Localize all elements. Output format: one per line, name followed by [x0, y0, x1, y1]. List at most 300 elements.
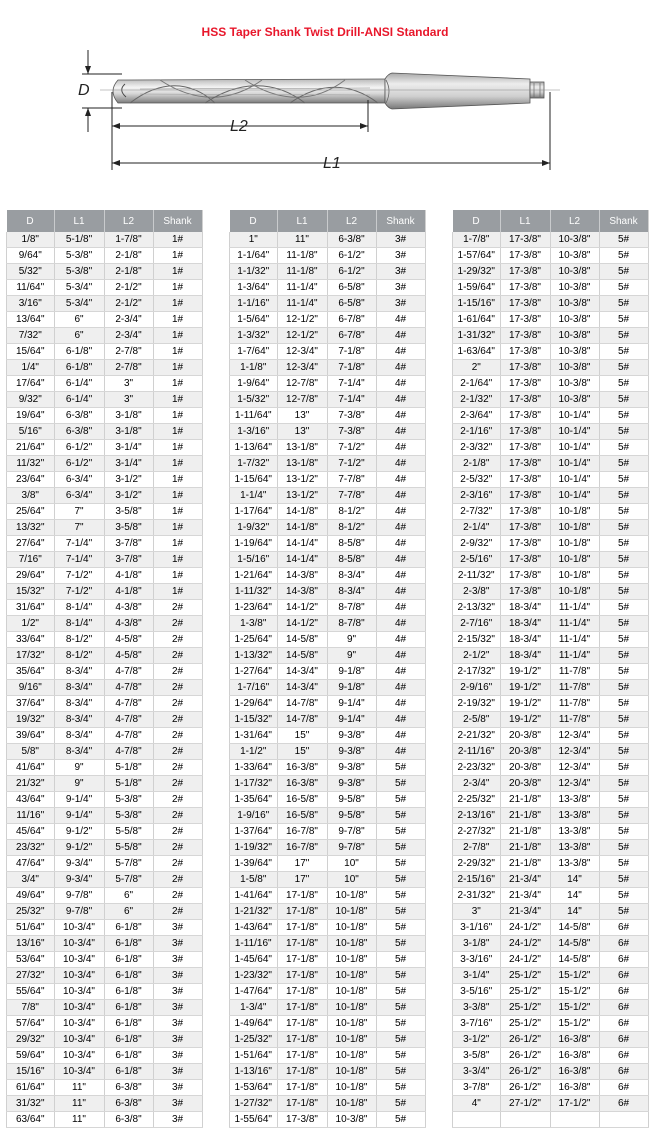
cell-shank: 2# — [153, 840, 202, 856]
cell-l2: 6-1/8" — [104, 984, 153, 1000]
cell-d: 53/64" — [7, 952, 55, 968]
cell-l1: 17-3/8" — [500, 520, 550, 536]
table-row — [230, 1032, 426, 1048]
cell-l2: 10-1/8" — [327, 1064, 376, 1080]
cell-l1: 17-3/8" — [500, 488, 550, 504]
cell-d: 1-17/32" — [230, 776, 278, 792]
table-row — [453, 920, 649, 936]
cell-l2: 6-3/8" — [104, 1080, 153, 1096]
table-row — [7, 552, 203, 568]
cell-l1: 21-1/8" — [500, 840, 550, 856]
cell-shank: 5# — [599, 904, 648, 920]
table-row — [230, 344, 426, 360]
cell-shank: 1# — [153, 376, 202, 392]
table-row — [453, 760, 649, 776]
cell-d: 3-1/16" — [453, 920, 501, 936]
cell-l1: 14-1/2" — [277, 600, 327, 616]
cell-d: 13/64" — [7, 312, 55, 328]
table-row — [453, 312, 649, 328]
cell-shank: 5# — [599, 568, 648, 584]
cell-l1: 9-7/8" — [54, 904, 104, 920]
cell-l1: 7" — [54, 520, 104, 536]
cell-l2: 10-1/8" — [327, 952, 376, 968]
table-row — [230, 744, 426, 760]
cell-shank: 4# — [376, 616, 425, 632]
cell-l1: 6-1/4" — [54, 392, 104, 408]
cell-d: 2-7/32" — [453, 504, 501, 520]
cell-l1: 14-1/8" — [277, 520, 327, 536]
cell-shank: 5# — [599, 520, 648, 536]
cell-l1: 17-3/8" — [500, 504, 550, 520]
cell-d: 1/2" — [7, 616, 55, 632]
table-row — [7, 1016, 203, 1032]
cell-l1: 9" — [54, 776, 104, 792]
cell-l1: 21-1/8" — [500, 824, 550, 840]
table-row — [230, 248, 426, 264]
cell-d: 1-1/16" — [230, 296, 278, 312]
cell-l1: 17-3/8" — [500, 552, 550, 568]
cell-l1: 6-3/8" — [54, 424, 104, 440]
table-row — [230, 568, 426, 584]
cell-d: 31/64" — [7, 600, 55, 616]
cell-d: 3-5/16" — [453, 984, 501, 1000]
cell-l2: 9-3/8" — [327, 728, 376, 744]
cell-d: 13/32" — [7, 520, 55, 536]
spec-table-1 — [6, 210, 203, 1128]
cell-l1: 19-1/2" — [500, 664, 550, 680]
cell-shank: 3# — [376, 280, 425, 296]
cell-l1: 10-3/4" — [54, 1064, 104, 1080]
cell-l2: 3-7/8" — [104, 536, 153, 552]
cell-shank: 4# — [376, 424, 425, 440]
table-row — [453, 264, 649, 280]
cell-l1: 17-1/8" — [277, 1096, 327, 1112]
cell-shank: 2# — [153, 856, 202, 872]
cell-l1: 7-1/4" — [54, 552, 104, 568]
cell-l2: 4-5/8" — [104, 632, 153, 648]
cell-shank: 2# — [153, 904, 202, 920]
table-row — [7, 648, 203, 664]
cell-shank: 5# — [599, 536, 648, 552]
cell-l1: 6-1/4" — [54, 376, 104, 392]
cell-l2: 4-3/8" — [104, 616, 153, 632]
cell-d: 49/64" — [7, 888, 55, 904]
cell-l1: 18-3/4" — [500, 632, 550, 648]
cell-shank: 5# — [599, 280, 648, 296]
cell-shank: 6# — [599, 968, 648, 984]
cell-l2: 10-1/8" — [550, 520, 599, 536]
cell-shank: 5# — [599, 328, 648, 344]
cell-shank: 6# — [599, 920, 648, 936]
cell-l1: 7-1/4" — [54, 536, 104, 552]
table-row — [230, 952, 426, 968]
cell-shank: 4# — [376, 664, 425, 680]
cell-l1: 17-1/8" — [277, 1032, 327, 1048]
cell-shank: 4# — [376, 472, 425, 488]
cell-l2: 9-3/8" — [327, 744, 376, 760]
table-row — [230, 872, 426, 888]
cell-l1: 11" — [54, 1112, 104, 1128]
cell-shank: 2# — [153, 872, 202, 888]
cell-l1: 17-3/8" — [500, 248, 550, 264]
table-row — [453, 1032, 649, 1048]
cell-l2: 8-5/8" — [327, 552, 376, 568]
cell-l2: 10-1/8" — [550, 584, 599, 600]
cell-d: 1-29/64" — [230, 696, 278, 712]
cell-l2: 4-7/8" — [104, 744, 153, 760]
table-row — [7, 888, 203, 904]
table-row — [453, 456, 649, 472]
cell-l2: 5-3/8" — [104, 808, 153, 824]
table-row — [453, 344, 649, 360]
table-row — [7, 808, 203, 824]
cell-shank: 4# — [376, 712, 425, 728]
cell-l2: 4-5/8" — [104, 648, 153, 664]
cell-d: 2-17/32" — [453, 664, 501, 680]
cell-l1: 26-1/2" — [500, 1032, 550, 1048]
cell-l1: 10-3/4" — [54, 952, 104, 968]
cell-shank: 5# — [599, 600, 648, 616]
cell-l1: 16-3/8" — [277, 776, 327, 792]
table-row — [230, 1000, 426, 1016]
cell-l2: 4-3/8" — [104, 600, 153, 616]
cell-l2: 9-7/8" — [327, 840, 376, 856]
cell-d: 23/64" — [7, 472, 55, 488]
cell-d: 5/8" — [7, 744, 55, 760]
cell-shank: 4# — [376, 632, 425, 648]
cell-l1: 17-3/8" — [500, 296, 550, 312]
cell-shank: 4# — [376, 488, 425, 504]
cell-d: 1-7/8" — [453, 232, 501, 248]
cell-d: 13/16" — [7, 936, 55, 952]
cell-d: 1-9/64" — [230, 376, 278, 392]
cell-l1: 10-3/4" — [54, 1048, 104, 1064]
header-shank: Shank — [153, 210, 202, 232]
cell-l2: 9-5/8" — [327, 808, 376, 824]
table-row — [7, 376, 203, 392]
cell-shank: 5# — [599, 552, 648, 568]
cell-shank: 3# — [153, 952, 202, 968]
cell-l1: 19-1/2" — [500, 680, 550, 696]
cell-l1: 5-3/8" — [54, 264, 104, 280]
table-row — [230, 696, 426, 712]
cell-l2: 10" — [327, 856, 376, 872]
cell-shank: 5# — [376, 984, 425, 1000]
cell-d: 3/4" — [7, 872, 55, 888]
table-row — [7, 872, 203, 888]
cell-shank: 1# — [153, 232, 202, 248]
table-row — [230, 760, 426, 776]
cell-shank: 5# — [599, 744, 648, 760]
cell-l2: 7-1/8" — [327, 360, 376, 376]
cell-shank: 1# — [153, 248, 202, 264]
cell-shank: 2# — [153, 696, 202, 712]
cell-l1: 11" — [54, 1080, 104, 1096]
cell-d: 41/64" — [7, 760, 55, 776]
cell-l2: 3" — [104, 376, 153, 392]
cell-shank: 2# — [153, 760, 202, 776]
cell-shank: 4# — [376, 344, 425, 360]
table-row — [7, 984, 203, 1000]
cell-d: 2-9/16" — [453, 680, 501, 696]
cell-shank: 5# — [599, 360, 648, 376]
cell-d: 9/32" — [7, 392, 55, 408]
cell-shank: 5# — [599, 296, 648, 312]
cell-shank: 6# — [599, 1016, 648, 1032]
table-row — [230, 808, 426, 824]
cell-shank: 3# — [376, 296, 425, 312]
table-row — [7, 920, 203, 936]
table-row — [7, 632, 203, 648]
table-row — [7, 536, 203, 552]
table-row — [453, 1000, 649, 1016]
table-row — [453, 520, 649, 536]
cell-d: 31/32" — [7, 1096, 55, 1112]
table-row — [7, 856, 203, 872]
table-row — [7, 696, 203, 712]
cell-l2: 12-3/4" — [550, 760, 599, 776]
table-row — [230, 488, 426, 504]
cell-shank: 1# — [153, 296, 202, 312]
cell-l2: 6-5/8" — [327, 280, 376, 296]
cell-shank: 1# — [153, 344, 202, 360]
cell-d: 2" — [453, 360, 501, 376]
cell-l1: 26-1/2" — [500, 1080, 550, 1096]
table-row — [230, 616, 426, 632]
table-row — [230, 904, 426, 920]
table-row — [7, 360, 203, 376]
cell-l1: 8-1/2" — [54, 632, 104, 648]
table-row — [7, 280, 203, 296]
cell-l1: 17-3/8" — [500, 424, 550, 440]
cell-l1: 9-1/2" — [54, 840, 104, 856]
cell-l2: 10-1/8" — [327, 1048, 376, 1064]
cell-shank: 2# — [153, 728, 202, 744]
cell-l2: 3-5/8" — [104, 504, 153, 520]
cell-l2: 10-1/8" — [550, 504, 599, 520]
cell-l1: 11-1/8" — [277, 264, 327, 280]
cell-shank: 5# — [376, 776, 425, 792]
cell-l1: 5-3/4" — [54, 296, 104, 312]
cell-l2: 4-7/8" — [104, 712, 153, 728]
cell-l1: 8-3/4" — [54, 728, 104, 744]
cell-l1: 17-3/8" — [500, 344, 550, 360]
cell-l2: 12-3/4" — [550, 728, 599, 744]
cell-l1: 17-3/8" — [500, 456, 550, 472]
cell-l2: 16-3/8" — [550, 1064, 599, 1080]
cell-l2: 11-7/8" — [550, 680, 599, 696]
cell-shank: 5# — [599, 680, 648, 696]
cell-d: 1-23/64" — [230, 600, 278, 616]
cell-l1: 10-3/4" — [54, 984, 104, 1000]
cell-d: 2-15/32" — [453, 632, 501, 648]
cell-l1: 16-7/8" — [277, 824, 327, 840]
cell-shank: 1# — [153, 440, 202, 456]
cell-l2: 6-3/8" — [327, 232, 376, 248]
table-row — [7, 248, 203, 264]
cell-d: 33/64" — [7, 632, 55, 648]
cell-d: 9/16" — [7, 680, 55, 696]
cell-l1: 11" — [54, 1096, 104, 1112]
cell-d: 1-7/32" — [230, 456, 278, 472]
cell-shank: 1# — [153, 504, 202, 520]
cell-l1: 5-1/8" — [54, 232, 104, 248]
cell-l2: 6-1/8" — [104, 952, 153, 968]
cell-l1: 14-1/2" — [277, 616, 327, 632]
cell-l1: 14-3/8" — [277, 584, 327, 600]
table-row — [453, 856, 649, 872]
cell-shank: 2# — [153, 664, 202, 680]
cell-shank: 1# — [153, 552, 202, 568]
cell-l2: 11-1/4" — [550, 616, 599, 632]
cell-l1: 8-3/4" — [54, 680, 104, 696]
cell-l1: 17-3/8" — [500, 264, 550, 280]
cell-d: 1-57/64" — [453, 248, 501, 264]
cell-l2: 6-1/8" — [104, 920, 153, 936]
cell-shank: 3# — [153, 1032, 202, 1048]
cell-l2: 10-1/8" — [327, 1080, 376, 1096]
cell-l2: 10-3/8" — [550, 232, 599, 248]
cell-l1 — [500, 1112, 550, 1128]
table-row — [230, 520, 426, 536]
cell-shank: 5# — [376, 1080, 425, 1096]
cell-shank: 1# — [153, 536, 202, 552]
cell-d: 2-21/32" — [453, 728, 501, 744]
cell-shank: 5# — [599, 424, 648, 440]
cell-l1: 7" — [54, 504, 104, 520]
cell-l2: 10-1/8" — [327, 968, 376, 984]
cell-l1: 11-1/4" — [277, 296, 327, 312]
table-row — [453, 248, 649, 264]
cell-d: 1-25/32" — [230, 1032, 278, 1048]
cell-shank: 2# — [153, 744, 202, 760]
cell-l2: 10-1/4" — [550, 472, 599, 488]
cell-l2: 11-7/8" — [550, 712, 599, 728]
cell-shank: 2# — [153, 808, 202, 824]
table-row — [230, 728, 426, 744]
cell-d: 45/64" — [7, 824, 55, 840]
cell-l2: 6-1/8" — [104, 968, 153, 984]
cell-d: 1-1/4" — [230, 488, 278, 504]
cell-l1: 10-3/4" — [54, 968, 104, 984]
table-row — [453, 776, 649, 792]
table-row — [7, 680, 203, 696]
cell-l1: 17-1/8" — [277, 952, 327, 968]
cell-d: 1-27/32" — [230, 1096, 278, 1112]
cell-d: 1-3/4" — [230, 1000, 278, 1016]
cell-l1: 26-1/2" — [500, 1064, 550, 1080]
cell-shank: 4# — [376, 520, 425, 536]
cell-d: 1-11/32" — [230, 584, 278, 600]
table-row — [230, 264, 426, 280]
cell-d: 1-13/16" — [230, 1064, 278, 1080]
cell-d: 1-15/32" — [230, 712, 278, 728]
header-shank: Shank — [599, 210, 648, 232]
cell-d: 43/64" — [7, 792, 55, 808]
cell-shank: 1# — [153, 584, 202, 600]
table-row — [453, 568, 649, 584]
table-row — [7, 968, 203, 984]
cell-d: 2-23/32" — [453, 760, 501, 776]
cell-shank: 5# — [599, 312, 648, 328]
header-l2: L2 — [327, 210, 376, 232]
cell-shank: 1# — [153, 472, 202, 488]
cell-d: 2-29/32" — [453, 856, 501, 872]
cell-l2: 9" — [327, 632, 376, 648]
cell-d: 4" — [453, 1096, 501, 1112]
cell-shank: 5# — [376, 936, 425, 952]
table-row — [7, 712, 203, 728]
cell-shank: 4# — [376, 584, 425, 600]
cell-d: 1-25/64" — [230, 632, 278, 648]
cell-l2: 9-1/4" — [327, 712, 376, 728]
table-row — [453, 1096, 649, 1112]
cell-l1: 8-1/4" — [54, 616, 104, 632]
cell-l2: 3" — [104, 392, 153, 408]
cell-d: 1-59/64" — [453, 280, 501, 296]
table-row — [230, 664, 426, 680]
cell-d: 1-63/64" — [453, 344, 501, 360]
cell-d: 1-21/32" — [230, 904, 278, 920]
cell-d: 1" — [230, 232, 278, 248]
cell-l1: 6-1/2" — [54, 456, 104, 472]
table-row — [230, 280, 426, 296]
cell-l1: 15" — [277, 728, 327, 744]
cell-d: 2-25/32" — [453, 792, 501, 808]
cell-l2: 17-1/2" — [550, 1096, 599, 1112]
cell-shank: 5# — [599, 792, 648, 808]
cell-l2: 6-7/8" — [327, 328, 376, 344]
table-row — [230, 600, 426, 616]
cell-shank: 3# — [153, 920, 202, 936]
table-row — [7, 504, 203, 520]
cell-d: 2-1/64" — [453, 376, 501, 392]
cell-shank: 4# — [376, 408, 425, 424]
cell-l1: 27-1/2" — [500, 1096, 550, 1112]
cell-l1: 8-1/2" — [54, 648, 104, 664]
cell-l2: 15-1/2" — [550, 1016, 599, 1032]
cell-l1: 17-3/8" — [277, 1112, 327, 1128]
cell-shank: 3# — [153, 1096, 202, 1112]
table-row — [453, 904, 649, 920]
cell-d: 61/64" — [7, 1080, 55, 1096]
table-row — [230, 856, 426, 872]
cell-l1: 8-1/4" — [54, 600, 104, 616]
header-d: D — [7, 210, 55, 232]
cell-l1: 17-3/8" — [500, 280, 550, 296]
drill-body — [113, 79, 385, 103]
cell-d: 11/64" — [7, 280, 55, 296]
cell-l2: 10" — [327, 872, 376, 888]
table-row — [230, 888, 426, 904]
cell-shank: 3# — [153, 1000, 202, 1016]
cell-shank: 5# — [599, 232, 648, 248]
cell-l1: 6-3/4" — [54, 488, 104, 504]
cell-shank: 5# — [376, 952, 425, 968]
cell-l1: 17" — [277, 856, 327, 872]
cell-l2: 6-1/8" — [104, 1000, 153, 1016]
cell-l2: 10-3/8" — [550, 312, 599, 328]
cell-d: 2-1/2" — [453, 648, 501, 664]
cell-shank: 3# — [153, 1112, 202, 1128]
cell-l2: 11-1/4" — [550, 632, 599, 648]
cell-l1: 14-3/8" — [277, 568, 327, 584]
table-row — [453, 280, 649, 296]
cell-l2: 6-5/8" — [327, 296, 376, 312]
table-row — [453, 936, 649, 952]
cell-l1: 14-5/8" — [277, 648, 327, 664]
table-row — [230, 440, 426, 456]
